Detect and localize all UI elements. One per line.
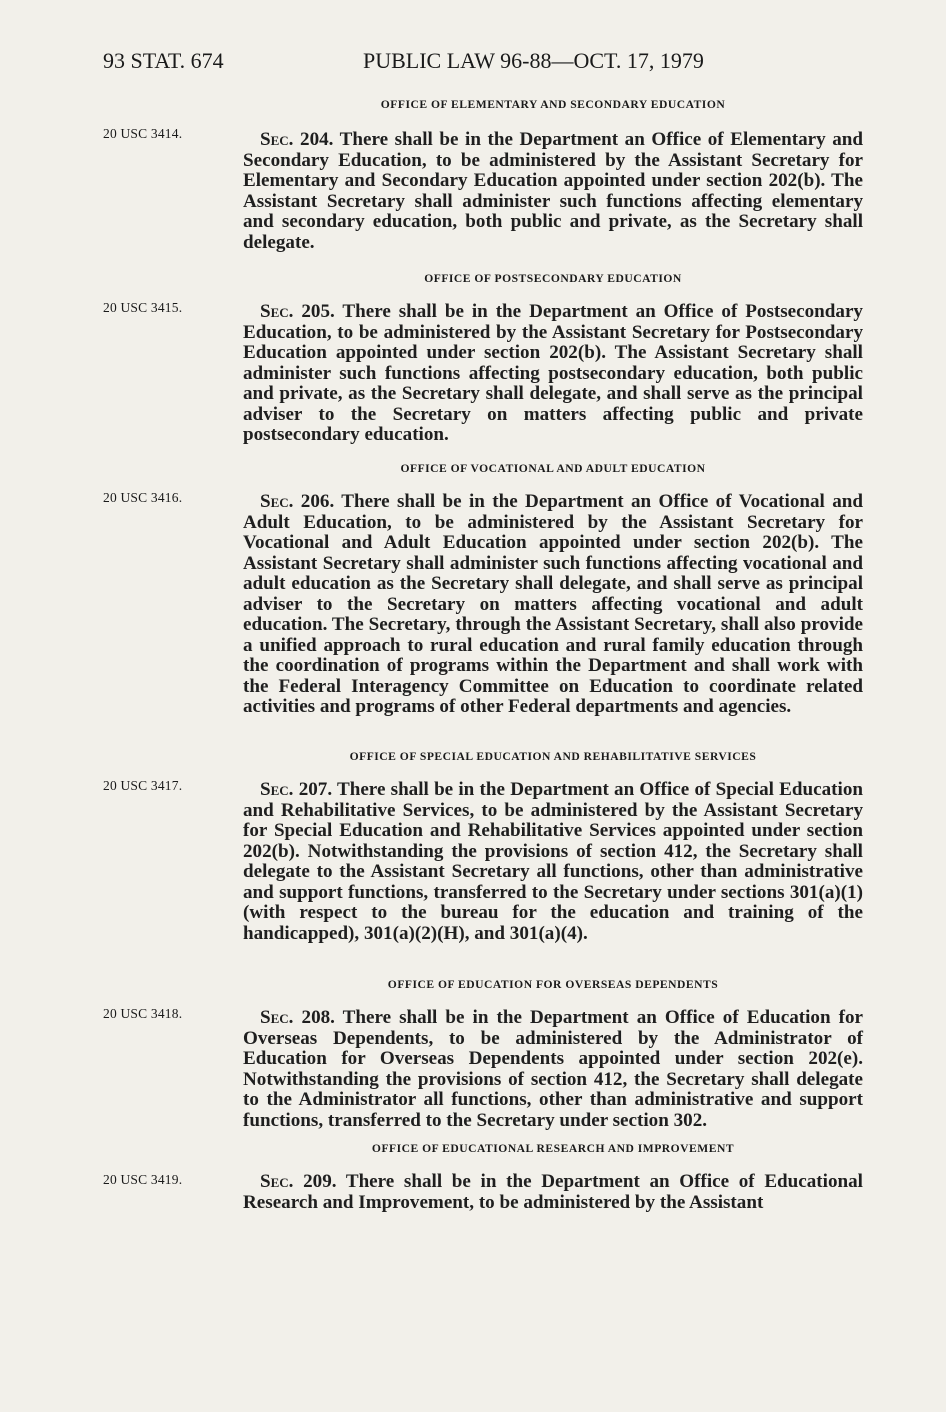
section-paragraph (243, 492, 863, 718)
margin-citation: 20 USC 3417. (103, 778, 183, 793)
section-heading: OFFICE OF EDUCATION FOR OVERSEAS DEPENDENTS (387, 978, 719, 991)
section-text: 204. There shall be in the Department an Office of Elementary and Secondary Education, to be administered by the Assistant Secretary for Elementary and Secondary Education appointed under section 202(b). The Assistant Secretary shall administer such functions affecting elementary and secondary education, both public and private, as the Secretary shall delegate. (243, 129, 863, 253)
section-paragraph (243, 1172, 863, 1213)
margin-citation: 20 USC 3418. (103, 1006, 183, 1021)
section-heading: OFFICE OF VOCATIONAL AND ADULT EDUCATION (400, 462, 706, 475)
section-label: Sec. (260, 1171, 294, 1192)
section-label: Sec. (260, 1007, 294, 1028)
margin-citation: 20 USC 3414. (103, 126, 183, 141)
section-paragraph (243, 780, 863, 944)
margin-citation: 20 USC 3415. (103, 300, 183, 315)
section-label: Sec. (260, 301, 294, 322)
margin-citation: 20 USC 3419. (103, 1172, 183, 1187)
section-paragraph (243, 1008, 863, 1131)
section-text: 207. There shall be in the Department an Office of Special Education and Rehabilitative Services, to be administered by the Assistant Secretary for Special Education and Rehabilitative Services appointed under section 202(b). Notwithstanding the provisions of section 412, the Secretary shall delegate to the Assistant Secretary all functions, other than administrative and support functions, transferred to the Secretary under sections 301(a)(1) (with respect to the bureau for the education and training of the handicapped), 301(a)(2)(H), and 301(a)(4). (243, 779, 863, 944)
section-heading: OFFICE OF EDUCATIONAL RESEARCH AND IMPROVEMENT (371, 1142, 735, 1155)
section-paragraph (243, 302, 863, 446)
section-paragraph (243, 130, 863, 253)
section-text: 208. There shall be in the Department an Office of Education for Overseas Dependents, to be administered by the Administrator of Education for Overseas Dependents appointed under section 202(e). Notwithstanding the provisions of section 412, the Secretary shall delegate to the Administrator all functions, other than administrative and support functions, transferred to the Secretary under section 302. (243, 1007, 863, 1131)
margin-citation: 20 USC 3416. (103, 490, 183, 505)
section-text: 206. There shall be in the Department an Office of Vocational and Adult Education, to be administered by the Assistant Secretary for Vocational and Adult Education appointed under section 202(b). The Assistant Secretary shall administer such functions affecting vocational and adult education as the Secretary shall delegate, and shall serve as principal adviser to the Secretary on matters affecting vocational and adult education. The Secretary, through the Assistant Secretary, shall also provide a unified approach to rural education and rural family education through the coordination of programs within the Department and shall work with the Federal Interagency Committee on Education to coordinate related activities and programs of other Federal departments and agencies. (243, 491, 863, 717)
section-label: Sec. (260, 491, 294, 512)
running-header: PUBLIC LAW 96-88—OCT. 17, 1979 (363, 48, 704, 73)
section-heading: OFFICE OF POSTSECONDARY EDUCATION (424, 272, 682, 285)
section-label: Sec. (260, 779, 294, 800)
section-text: 209. There shall be in the Department an Office of Educational Research and Improvement, to be administered by the Assistant (243, 1171, 863, 1213)
section-text: 205. There shall be in the Department an Office of Postsecondary Education, to be administered by the Assistant Secretary for Postsecondary Education appointed under section 202(b). The Assistant Secretary shall administer such functions affecting postsecondary education, both public and private, as the Secretary shall delegate, and shall serve as the principal adviser to the Secretary on matters affecting public and private postsecondary education. (243, 301, 863, 445)
section-label: Sec. (260, 129, 294, 150)
section-heading: OFFICE OF SPECIAL EDUCATION AND REHABILITATIVE SERVICES (349, 750, 757, 763)
section-heading: OFFICE OF ELEMENTARY AND SECONDARY EDUCATION (380, 98, 726, 111)
stat-page-number: 93 STAT. 674 (103, 48, 224, 73)
